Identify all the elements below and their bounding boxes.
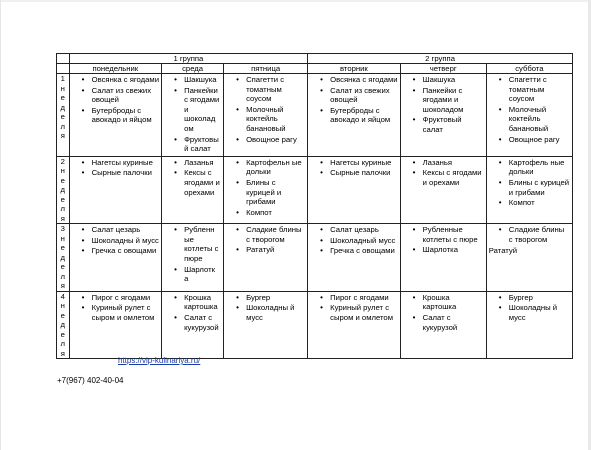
menu-cell [400,74,486,157]
dish-item: • Рубленные котлеты с пюре [401,225,486,244]
dish-list [308,158,399,178]
dish-item: • Бутерброды с авокадо и яйцом [308,106,399,125]
dish-item: • Гречка с овощами [308,246,399,256]
dish-list [162,158,223,197]
week-label-char: д [60,185,66,195]
dish-list [70,225,161,256]
dish-item: • Бургер [224,293,307,303]
dish-list [487,225,572,244]
week-label-char: е [60,243,65,253]
week-label-char: е [60,194,65,204]
menu-cell [224,74,308,157]
dish-item: • Сырные палочки [308,168,399,178]
group-2-header: 2 группа [308,54,573,64]
dish-item: • Лазанья [401,158,486,168]
week-label-char: л [60,121,66,131]
corner-cell [57,64,70,74]
dish-list [224,225,307,255]
dish-list [308,293,399,323]
week-label-char: л [60,339,66,349]
dish-item: • Кексы с ягодами и орехами [401,168,486,187]
week-label-char: 1 [60,74,65,83]
dish-item: • Спагетти с томатным соусом [224,75,307,104]
dish-item: • Салат с кукурузой [401,313,486,332]
dish-item: • Молочный коктейль банановый [224,105,307,134]
dish-item: • Шакшука [401,75,486,85]
menu-cell [69,156,161,224]
menu-cell [162,156,224,224]
dish-item: • Салат цезарь [308,225,399,235]
dish-item: • Кексы с ягодами и орехами [162,168,223,197]
dish-list [224,158,307,218]
dish-item: • Куриный рулет с сыром и омлетом [70,303,161,322]
page-left-edge [0,0,1,450]
dish-item: • Шоколадный мусс [308,236,399,246]
week-label-char: 4 [60,291,65,301]
menu-cell [486,156,572,224]
week-label-char: д [60,252,66,262]
menu-cell [224,291,308,359]
group-header-row [57,54,573,64]
menu-cell [162,224,224,292]
dish-item: • Шарлотка [401,245,486,255]
dish-item: • Лазанья [162,158,223,168]
menu-cell [69,224,161,292]
menu-table [56,53,573,359]
week-label-char: н [60,166,65,176]
dish-item: • Шоколадны й мусс [487,303,572,322]
dish-list [162,225,223,284]
dish-item: • Овощное рагу [487,135,572,145]
week-label-cell [57,224,70,292]
dish-item: • Фруктовый салат [401,115,486,134]
dish-item: • Салат из свежих овощей [308,86,399,105]
menu-cell [308,156,400,224]
dish-list [70,75,161,125]
dish-list [487,158,572,208]
dish-item: • Шарлотк а [162,265,223,284]
dish-list [224,293,307,323]
week-label-char: н [60,233,65,243]
week-label-char: е [60,310,65,320]
week-label-char: 3 [60,224,65,234]
menu-cell [308,224,400,292]
dish-text: Рататуй [488,246,518,256]
dish-list [308,75,399,125]
dish-list [162,293,223,332]
site-link[interactable]: https://vip-kulinariya.ru/ [118,356,201,365]
week-row [57,156,573,224]
dish-item: • Нагетсы куриные [308,158,399,168]
dish-item: • Бутерброды с авокадо и яйцом [70,106,161,125]
dish-item: • Овсянка с ягодами [70,75,161,85]
dish-item: • Овощное рагу [224,135,307,145]
dish-item: • Салат цезарь [70,225,161,235]
menu-cell [308,291,400,359]
dish-item: • Крошка картошка [401,293,486,312]
dish-item: • Рататуй [224,245,307,255]
dish-item: • Панкейки с ягодами и шоколад ом [162,86,223,134]
week-label-char: н [60,83,65,93]
week-row [57,224,573,292]
dish-item: • Картофельн ые дольки [224,158,307,177]
dish-list [224,75,307,144]
dish-item: • Салат из свежих овощей [70,86,161,105]
week-label-char: я [60,348,65,358]
dish-item: • Сладкие блины с творогом [487,225,572,244]
dish-list [308,225,399,256]
dish-list [401,293,486,332]
day-header: среда [162,64,224,74]
day-header: пятница [224,64,308,74]
dish-item: • Бургер [487,293,572,303]
menu-cell [162,291,224,359]
week-label-char: я [60,281,65,291]
dish-list [401,75,486,135]
week-label-char: я [60,131,65,140]
week-label-char: е [60,112,65,121]
menu-cell [400,224,486,292]
dish-item: • Пирог с ягодами [308,293,399,303]
week-label-char: д [60,320,66,330]
dish-item: • Блины с курицей и грибами [224,178,307,207]
menu-cell [69,291,161,359]
week-label-char: л [60,204,66,214]
day-header: суббота [486,64,572,74]
dish-item: • Салат с кукурузой [162,313,223,332]
menu-cell [224,224,308,292]
menu-cell [486,224,572,292]
dish-item: • Нагетсы куриные [70,158,161,168]
dish-item: • Картофель ные дольки [487,158,572,177]
dish-item: • Спагетти с томатным соусом [487,75,572,104]
week-label-char: е [60,175,65,185]
week-label-char: е [60,93,65,102]
day-header: понедельник [69,64,161,74]
dish-item: • Шоколадны й мусс [224,303,307,322]
dish-item: • Шоколадны й мусс [70,236,161,246]
dish-item: • Гречка с овощами [70,246,161,256]
week-label-char: н [60,301,65,311]
dish-item: • Шакшука [162,75,223,85]
menu-cell [224,156,308,224]
menu-cell [400,291,486,359]
menu-cell [69,74,161,157]
week-label-char: 2 [60,156,65,166]
day-header: четверг [400,64,486,74]
week-label-cell [57,74,70,157]
menu-cell [486,291,572,359]
dish-item: • Компот [487,198,572,208]
dish-list [70,158,161,178]
group-1-header: 1 группа [69,54,308,64]
corner-cell [57,54,70,64]
page-top-edge [0,0,591,2]
dish-list [70,293,161,323]
week-label-char: л [60,271,66,281]
week-label-char: я [60,213,65,223]
menu-cell [486,74,572,157]
week-row [57,291,573,359]
dish-item: • Овсянка с ягодами [308,75,399,85]
dish-list [487,75,572,144]
dish-item: • Компот [224,208,307,218]
dish-list [162,75,223,154]
menu-cell [308,74,400,157]
week-label-char: е [60,262,65,272]
day-header-row [57,64,573,74]
dish-item: • Крошка картошка [162,293,223,312]
dish-item: • Фруктовы й салат [162,135,223,154]
dish-list [487,293,572,323]
dish-list [401,158,486,188]
menu-body [57,74,573,359]
dish-item: • Сладкие блины с творогом [224,225,307,244]
dish-list [401,225,486,255]
menu-cell [400,156,486,224]
week-label-cell [57,156,70,224]
menu-cell [162,74,224,157]
dish-item: • Панкейки с ягодами и шоколадом [401,86,486,115]
week-row [57,74,573,157]
phone-number: +7(967) 402-40-04 [57,376,124,385]
week-label-char: д [60,102,66,112]
dish-item: • Блины с курицей и грибами [487,178,572,197]
dish-item: • Куриный рулет с сыром и омлетом [308,303,399,322]
dish-item: • Рубленн ые котлеты с пюре [162,225,223,263]
week-label-char: е [60,329,65,339]
dish-item: • Сырные палочки [70,168,161,178]
dish-item: • Молочный коктейль банановый [487,105,572,134]
day-header: вторник [308,64,400,74]
week-label-cell [57,291,70,359]
dish-item: • Пирог с ягодами [70,293,161,303]
